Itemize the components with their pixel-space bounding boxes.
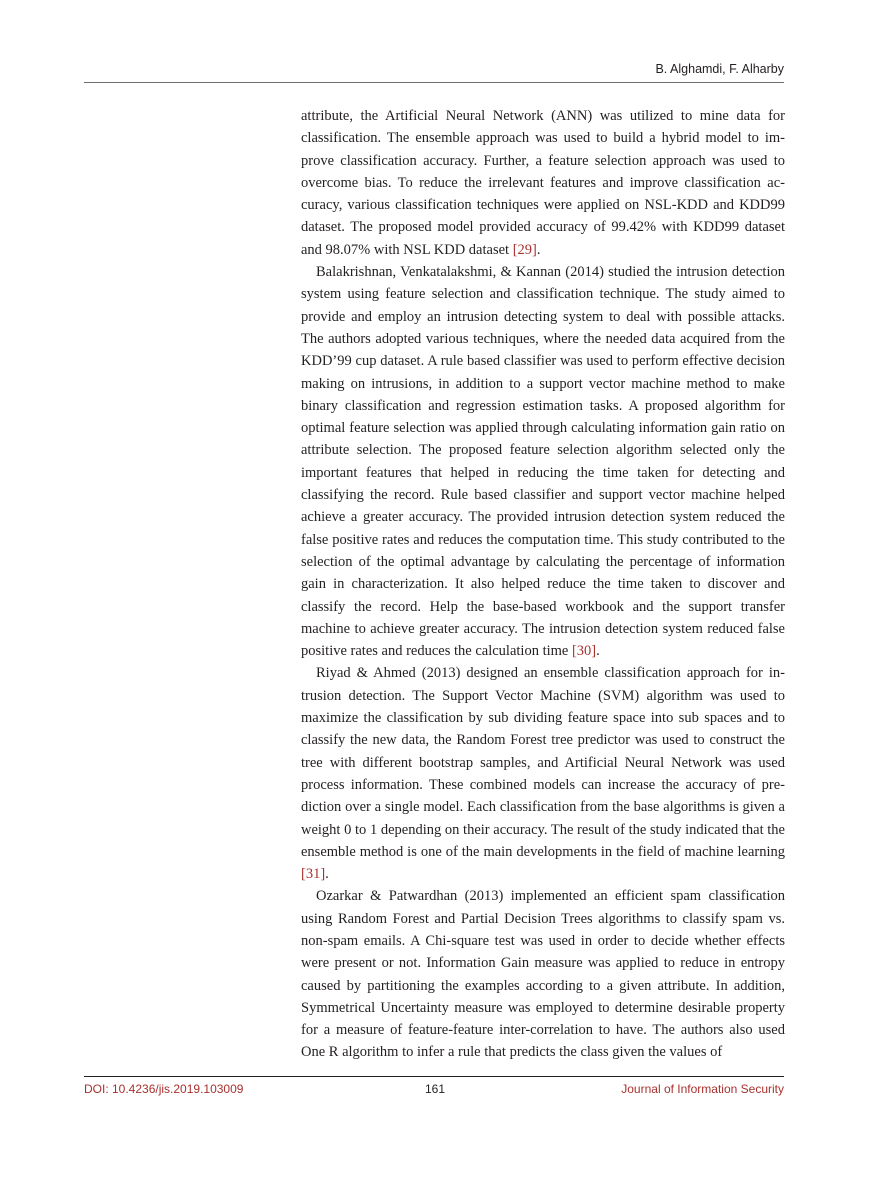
paragraph-text: Riyad & Ahmed (2013) designed an ensemble classification approach for intrusion detection. The Support Vector Machine (SVM) algorithm was used to maximize the classification by sub dividing feature space into sub spaces and to classify the new data, the Random Forest tree predictor was used to construct the tree with different bootstrap samples, and Artificial Neural Network was used process information. These combined models can increase the accuracy of prediction over a single model. Each classification from the base algorithms is given a weight 0 to 1 depending on their accuracy. The result of the study indicated that the ensemble method is one of the main developments in the field of machine learning	[301, 665, 785, 860]
paragraph-text: Ozarkar & Patwardhan (2013) implemented an efficient spam classification using Random Forest and Partial Decision Trees algorithms to classify spam vs. non-spam emails. A Chi-square test was used in order to decide whether effects were present or not. Information Gain measure was applied to reduce in entropy caused by partitioning the examples according to a given attribute. In addition, Symmetrical Uncertainty measure was employed to determine desirable property for a measure of feature-feature inter-correlation to have. The authors also used One R algorithm to infer a rule that predicts the class given the values of	[301, 888, 785, 1061]
footer-divider	[84, 1076, 784, 1077]
paragraph	[301, 885, 785, 1063]
page-number: 161	[425, 1082, 446, 1096]
footer-doi-link[interactable]: DOI: 10.4236/jis.2019.103009	[84, 1082, 244, 1096]
header-divider	[84, 82, 784, 83]
paragraph-end: .	[536, 241, 541, 258]
paragraph	[301, 662, 785, 885]
paragraph	[301, 261, 785, 662]
running-header-authors: B. Alghamdi, F. Alharby	[655, 62, 784, 76]
paragraph-end: .	[596, 643, 600, 660]
footer-journal-link[interactable]: Journal of Information Security	[621, 1082, 784, 1096]
paragraph	[301, 105, 785, 261]
paragraph-text: attribute, the Artificial Neural Network (ANN) was utilized to mine data for classification. The ensemble approach was used to build a hybrid model to improve classification accuracy. Further, a feature selection approach was used to overcome bias. To reduce the irrelevant features and improve classification accuracy, various classification techniques were applied on NSL-KDD and KDD99 dataset. The proposed model provided accuracy of 99.42% with KDD99 dataset and 98.07% with NSL KDD dataset	[301, 108, 785, 258]
paragraph-end: .	[325, 866, 329, 883]
article-body	[301, 105, 785, 1064]
citation-link[interactable]: [31]	[301, 866, 326, 883]
citation-link[interactable]: [29]	[512, 241, 537, 258]
paragraph-text: Balakrishnan, Venkatalakshmi, & Kannan (2014) studied the intrusion detection system using feature selection and classification technique. The study aimed to provide and employ an intrusion detecting system to deal with possible attacks. The authors adopted various techniques, where the needed data acquired from the KDD’99 cup dataset. A rule based classifier was used to perform effective decision making on intrusions, in addition to a support vector machine method to make binary classification and regression estimation tasks. A proposed algorithm for optimal feature selection was applied through calculating information gain ratio on attribute selection. The proposed feature selection algorithm selected only the important features that helped in reducing the time taken for detecting and classifying the record. Rule based classifier and support vector machine helped achieve a greater accuracy. The provided intrusion detection system reduced the false positive rates and reduces the computation time. This study contributed to the selection of the optimal advantage by calculating the percentage of information gain in characterization. It also helped reduce the time taken to discover and classify the record. Help the base-based workbook and the support transfer machine to achieve greater accuracy. The intrusion detection system reduced false positive rates and reduces the calculation time	[301, 264, 785, 660]
citation-link[interactable]: [30]	[571, 643, 597, 660]
